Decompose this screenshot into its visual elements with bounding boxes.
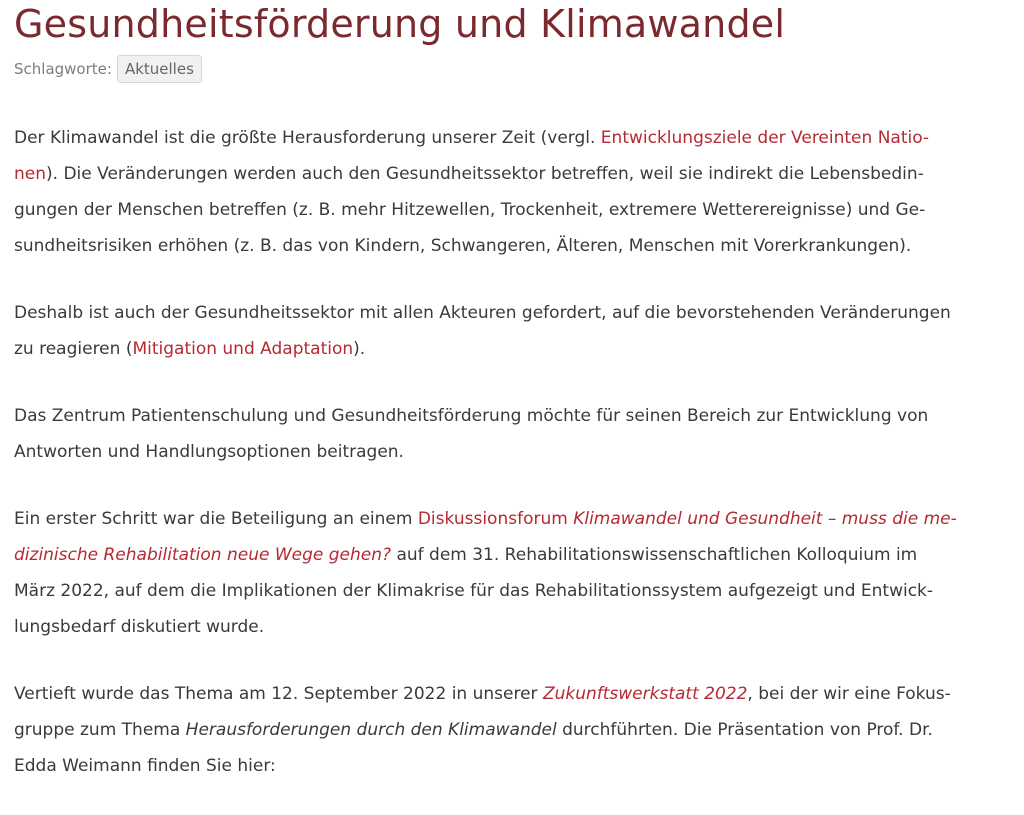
link-entwicklungsziele-cont[interactable]: nen xyxy=(14,164,47,184)
link-text-italic: dizinische Rehabilitation neue Wege gehen? xyxy=(14,545,392,565)
text: Ein erster Schritt war die Beteiligung an einem xyxy=(14,509,418,529)
paragraph-line xyxy=(14,712,1004,748)
paragraph-line: sundheitsrisiken erhöhen (z. B. das von Kindern, Schwangeren, Älteren, Menschen mit Vorerkrankungen). xyxy=(14,236,912,256)
paragraph-line: Edda Weimann finden Sie hier: xyxy=(14,756,276,776)
paragraph-line xyxy=(14,156,1004,192)
link-entwicklungsziele[interactable]: Entwicklungsziele der Vereinten Natio- xyxy=(600,128,930,148)
paragraph-line xyxy=(14,331,1004,367)
text: ). xyxy=(353,339,366,359)
link-text-italic: Klimawandel und Gesundheit – muss die me- xyxy=(573,509,957,529)
link-diskussionsforum[interactable] xyxy=(418,509,957,529)
link-zukunftswerkstatt[interactable] xyxy=(543,684,747,704)
text: Der Klimawandel ist die größte Herausforderung unserer Zeit (vergl. xyxy=(14,128,601,148)
paragraph-line: gungen der Menschen betreffen (z. B. mehr Hitzewellen, Trockenheit, extremere Wetterereignisse) und Ge- xyxy=(14,200,926,220)
paragraph-line xyxy=(14,501,1004,537)
link-diskussionsforum-cont[interactable] xyxy=(14,545,391,565)
text: durchführten. Die Präsentation von Prof. Dr. xyxy=(556,720,933,740)
text: Vertieft wurde das Thema am 12. September 2022 in unserer xyxy=(14,684,543,704)
tag-aktuelles[interactable]: Aktuelles xyxy=(117,55,202,83)
paragraph-line: Das Zentrum Patientenschulung und Gesundheitsförderung möchte für seinen Bereich zur Entwicklung von xyxy=(14,406,929,426)
paragraph-line: lungsbedarf diskutiert wurde. xyxy=(14,617,265,637)
tags-label: Schlagworte: xyxy=(14,60,112,78)
link-text-italic: Zukunftswerkstatt 2022 xyxy=(542,684,748,704)
paragraph-line: Deshalb ist auch der Gesundheitssektor mit allen Akteuren gefordert, auf die bevorstehenden Veränderungen xyxy=(14,303,951,323)
paragraph-1 xyxy=(14,120,1004,264)
paragraph-line xyxy=(14,676,1004,712)
text: gruppe zum Thema xyxy=(14,720,186,740)
paragraph-line: März 2022, auf dem die Implikationen der Klimakrise für das Rehabilitationssystem aufgezeigt und Entwick- xyxy=(14,581,934,601)
article-body xyxy=(14,120,1004,815)
text: ). Die Veränderungen werden auch den Gesundheitssektor betreffen, weil sie indirekt die Lebensbedin- xyxy=(46,164,924,184)
italic-text: Herausforderungen durch den Klimawandel xyxy=(185,720,557,740)
page-title: Gesundheitsförderung und Klimawandel xyxy=(14,2,786,46)
text: auf dem 31. Rehabilitationswissenschaftlichen Kolloquium im xyxy=(391,545,918,565)
text: , bei der wir eine Fokus- xyxy=(747,684,951,704)
paragraph-2 xyxy=(14,295,1004,367)
paragraph-line xyxy=(14,120,1004,156)
paragraph-3 xyxy=(14,398,1004,470)
paragraph-line xyxy=(14,537,1004,573)
paragraph-line: Antworten und Handlungsoptionen beitragen. xyxy=(14,442,404,462)
link-mitigation-adaptation[interactable]: Mitigation und Adaptation xyxy=(132,339,354,359)
link-text: Diskussionsforum xyxy=(417,509,574,529)
tag-list xyxy=(14,55,202,83)
text: zu reagieren ( xyxy=(14,339,133,359)
paragraph-5 xyxy=(14,676,1004,784)
paragraph-4 xyxy=(14,501,1004,645)
